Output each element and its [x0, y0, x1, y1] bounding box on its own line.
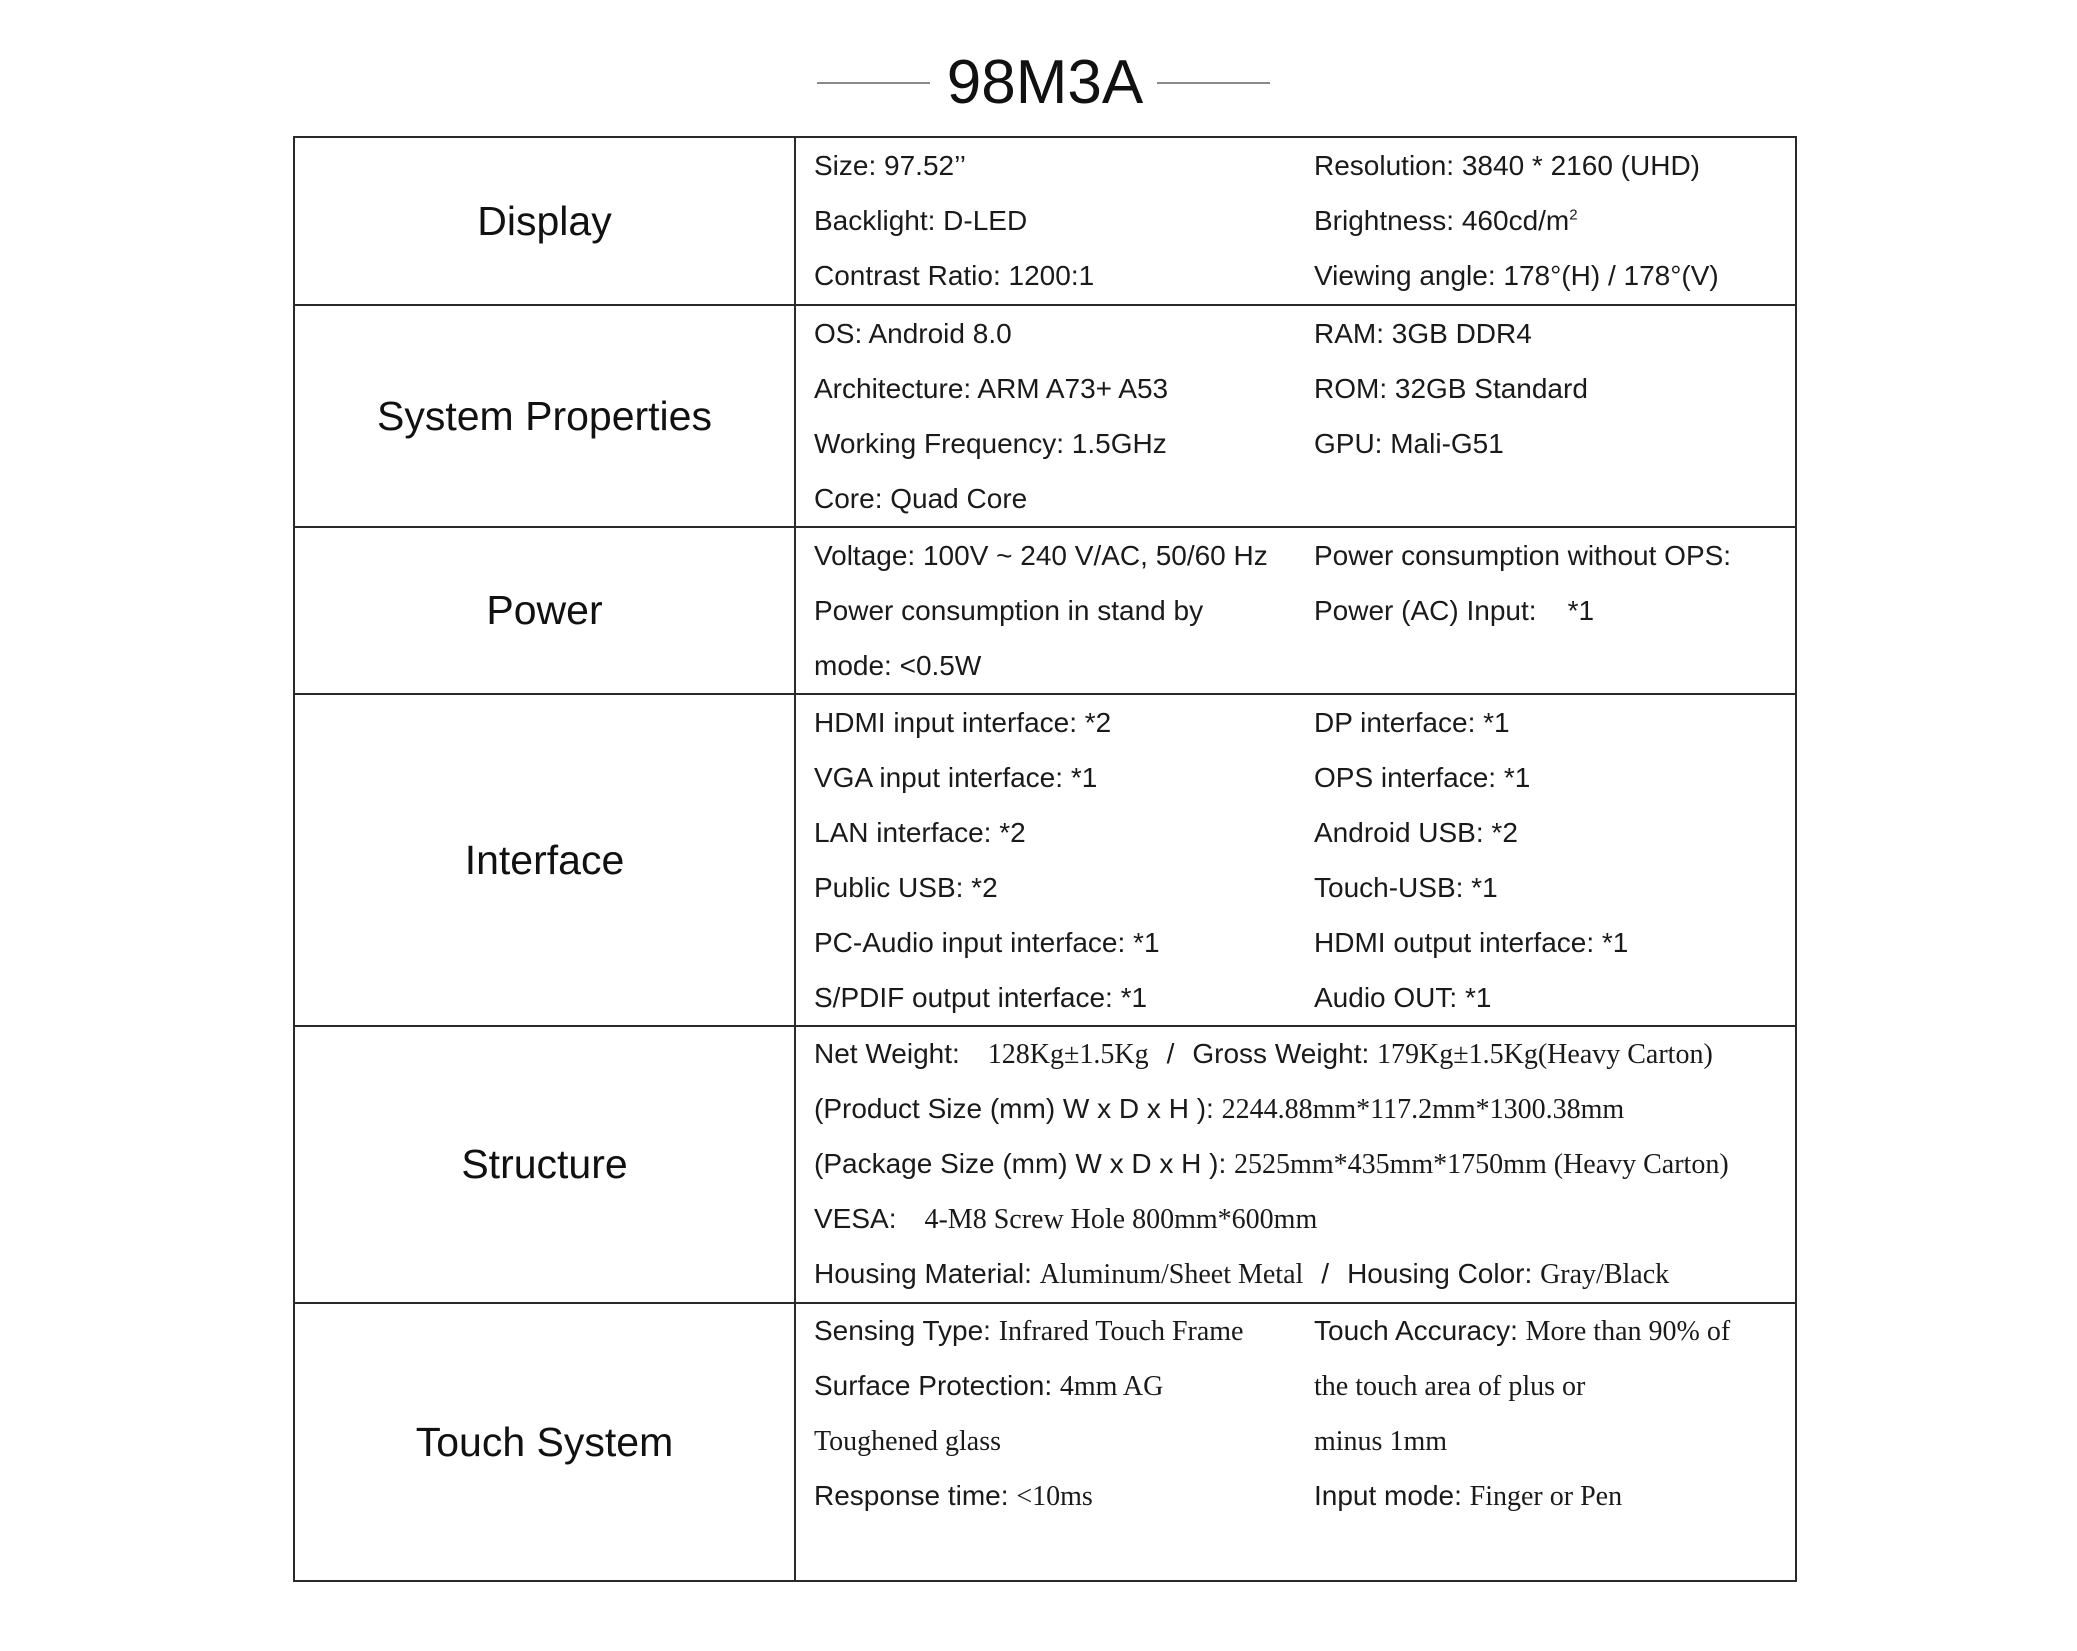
spec-table: [293, 136, 1797, 1582]
touch-accuracy-line2: the touch area of plus or: [1314, 1370, 1586, 1402]
net-weight-label: Net Weight:: [814, 1038, 960, 1069]
power-voltage: Voltage: 100V ~ 240 V/AC, 50/60 Hz: [814, 539, 1268, 571]
system-specs: [795, 305, 1796, 527]
page-title: 98M3A: [946, 48, 1144, 117]
display-resolution: Resolution: 3840 * 2160 (UHD): [1314, 149, 1700, 181]
housing-separator: /: [1321, 1258, 1330, 1289]
touch-input-mode: Input mode: Finger or Pen: [1314, 1480, 1623, 1512]
gross-weight-label: Gross Weight:: [1192, 1038, 1370, 1069]
power-section: [294, 527, 1796, 694]
net-weight-value: 128Kg±1.5Kg: [987, 1039, 1149, 1070]
structure-specs: [795, 1026, 1796, 1303]
vesa-value: 4-M8 Screw Hole 800mm*600mm: [924, 1204, 1318, 1235]
touch-surface: Surface Protection: 4mm AG: [814, 1370, 1164, 1402]
interface-item: DP interface: *1: [1314, 706, 1510, 738]
interface-row: [814, 805, 1795, 860]
interface-item: LAN interface: *2: [814, 816, 1026, 848]
interface-item: Public USB: *2: [814, 871, 998, 903]
structure-product-size: [814, 1082, 1795, 1137]
system-core: Core: Quad Core: [814, 482, 1028, 514]
structure-section: [294, 1026, 1796, 1303]
display-brightness: Brightness: $460cd/m^2$: [1314, 204, 1578, 236]
display-viewing-angle: Viewing angle: 178°(H) / 178°(V): [1314, 259, 1719, 291]
power-standby-line1: Power consumption in stand by: [814, 594, 1204, 626]
interface-row: [814, 970, 1795, 1025]
structure-housing: [814, 1247, 1795, 1302]
structure-label: Structure: [294, 1026, 795, 1303]
system-section: [294, 305, 1796, 527]
power-label: Power: [294, 527, 795, 694]
interface-item: S/PDIF output interface: *1: [814, 981, 1148, 1013]
interface-item: PC-Audio input interface: *1: [814, 926, 1160, 958]
system-architecture: Architecture: ARM A73+ A53: [814, 372, 1169, 404]
system-frequency: Working Frequency: 1.5GHz: [814, 427, 1167, 459]
display-contrast: Contrast Ratio: 1200:1: [814, 259, 1095, 291]
system-rom: ROM: 32GB Standard: [1314, 372, 1588, 404]
title-rule-left: [817, 82, 930, 84]
power-ac-input: Power (AC) Input: *1: [1314, 594, 1595, 626]
vesa-label: VESA:: [814, 1203, 897, 1234]
interface-item: HDMI input interface: *2: [814, 706, 1112, 738]
power-standby-line2: mode: <0.5W: [814, 649, 982, 681]
display-label: Display: [294, 137, 795, 305]
title-block: [0, 40, 2077, 130]
touch-label: Touch System: [294, 1303, 795, 1581]
interface-item: OPS interface: *1: [1314, 761, 1531, 793]
touch-accuracy-line3: minus 1mm: [1314, 1425, 1448, 1457]
interface-specs: [795, 694, 1796, 1026]
package-size-value: 2525mm*435mm*1750mm (Heavy Carton): [1234, 1149, 1729, 1180]
touch-specs: [795, 1303, 1796, 1581]
display-size: Size: 97.52’’: [814, 149, 967, 181]
system-gpu: GPU: Mali-G51: [1314, 427, 1504, 459]
housing-color-value: Gray/Black: [1540, 1259, 1670, 1290]
product-size-value: 2244.88mm*117.2mm*1300.38mm: [1221, 1094, 1625, 1125]
display-backlight: Backlight: D-LED: [814, 204, 1028, 236]
gross-weight-value: 179Kg±1.5Kg(Heavy Carton): [1377, 1039, 1713, 1070]
weight-separator: /: [1166, 1038, 1175, 1069]
power-consumption-without-ops: Power consumption without OPS:: [1314, 539, 1732, 571]
touch-surface-line2: Toughened glass: [814, 1425, 1002, 1457]
interface-row: [814, 750, 1795, 805]
display-section: [294, 137, 1796, 305]
structure-weights: [814, 1027, 1795, 1082]
interface-item: HDMI output interface: *1: [1314, 926, 1629, 958]
housing-material-value: Aluminum/Sheet Metal: [1039, 1259, 1304, 1290]
touch-section: [294, 1303, 1796, 1581]
interface-label: Interface: [294, 694, 795, 1026]
structure-package-size: [814, 1137, 1795, 1192]
interface-row: [814, 915, 1795, 970]
housing-color-label: Housing Color:: [1347, 1258, 1533, 1289]
interface-section: [294, 694, 1796, 1026]
display-specs: [795, 137, 1796, 305]
housing-material-label: Housing Material:: [814, 1258, 1032, 1289]
interface-item: Touch-USB: *1: [1314, 871, 1498, 903]
package-size-label: (Package Size (mm) W x D x H ):: [814, 1148, 1227, 1179]
system-label: System Properties: [294, 305, 795, 527]
system-ram: RAM: 3GB DDR4: [1314, 317, 1532, 349]
power-specs: [795, 527, 1796, 694]
touch-sensing: Sensing Type: Infrared Touch Frame: [814, 1315, 1244, 1347]
interface-row: [814, 695, 1795, 750]
system-os: OS: Android 8.0: [814, 317, 1012, 349]
touch-accuracy: Touch Accuracy: More than 90% of: [1314, 1315, 1731, 1347]
interface-row: [814, 860, 1795, 915]
structure-vesa: [814, 1192, 1795, 1247]
interface-item: VGA input interface: *1: [814, 761, 1098, 793]
title-rule-right: [1157, 82, 1270, 84]
interface-item: Audio OUT: *1: [1314, 981, 1492, 1013]
touch-response: Response time: <10ms: [814, 1480, 1093, 1512]
product-size-label: (Product Size (mm) W x D x H ):: [814, 1093, 1214, 1124]
interface-item: Android USB: *2: [1314, 816, 1518, 848]
